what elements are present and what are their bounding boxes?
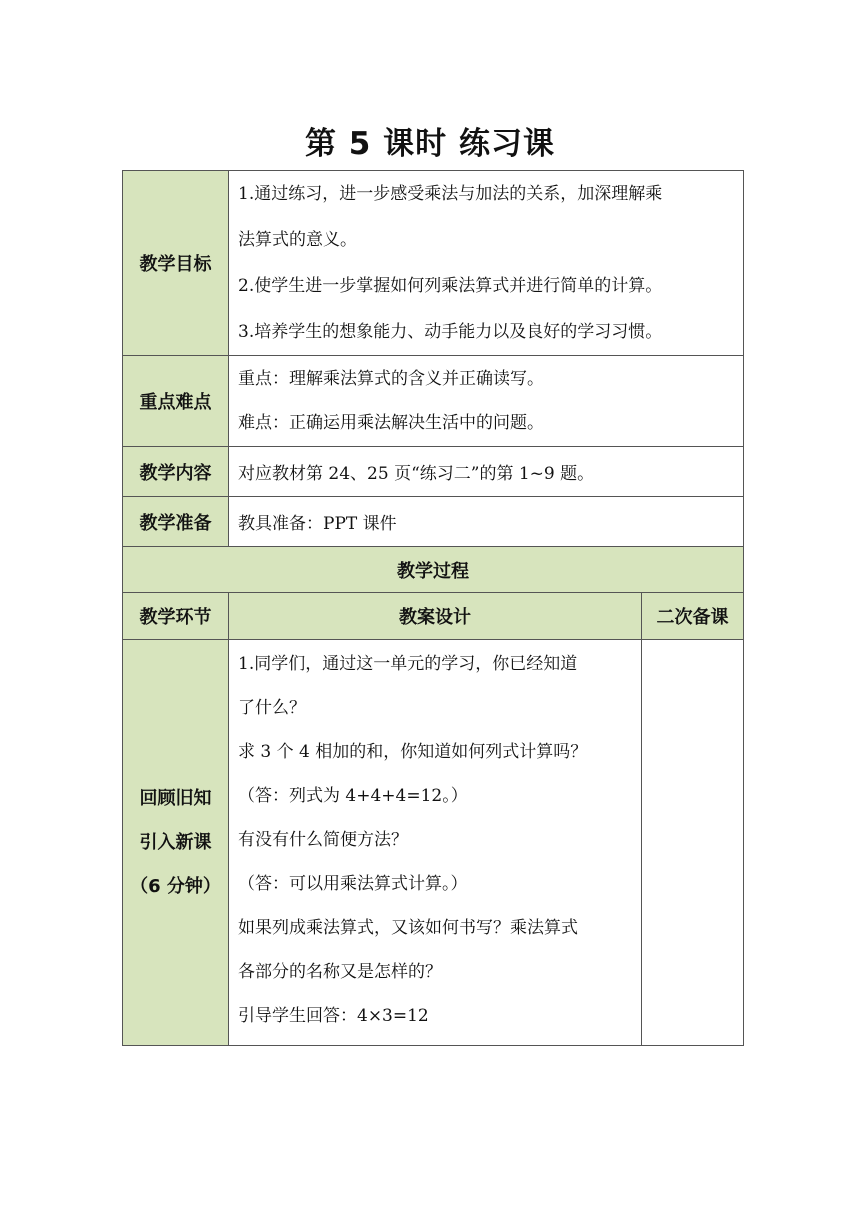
stage-label-line: 回顾旧知 bbox=[139, 787, 212, 809]
key-points-label: 重点难点 bbox=[123, 356, 229, 447]
process-header-row bbox=[123, 547, 744, 593]
goals-row bbox=[123, 171, 744, 356]
design-line: 求 3 个 4 相加的和，你知道如何列式计算吗？ bbox=[238, 742, 588, 762]
process-header: 教学过程 bbox=[123, 547, 744, 593]
goals-content bbox=[229, 171, 744, 356]
stage-design bbox=[229, 640, 642, 1046]
difficulty-line: 难点：正确运用乘法解决生活中的问题。 bbox=[238, 413, 544, 433]
page-title: 第 5 课时 练习课 bbox=[305, 126, 555, 162]
lesson-plan-table bbox=[122, 170, 744, 1046]
design-line: 了什么？ bbox=[238, 698, 306, 718]
content-row bbox=[123, 447, 744, 497]
key-point-line: 重点：理解乘法算式的含义并正确读写。 bbox=[238, 369, 544, 389]
design-line: 1.同学们，通过这一单元的学习，你已经知道 bbox=[238, 654, 578, 674]
design-line: 引导学生回答：4×3=12 bbox=[238, 1006, 429, 1026]
stage-duration: （6 分钟） bbox=[130, 875, 221, 897]
column-header-stage: 教学环节 bbox=[123, 593, 229, 640]
design-line: 有没有什么简便方法？ bbox=[238, 830, 408, 850]
design-line: 各部分的名称又是怎样的？ bbox=[238, 962, 442, 982]
key-points-content bbox=[229, 356, 744, 447]
design-line: （答：列式为 4+4+4=12。） bbox=[238, 786, 468, 806]
stage-notes[interactable] bbox=[642, 640, 744, 1046]
goals-line: 3.培养学生的想象能力、动手能力以及良好的学习习惯。 bbox=[238, 322, 663, 342]
column-header-design: 教案设计 bbox=[229, 593, 642, 640]
design-line: （答：可以用乘法算式计算。） bbox=[238, 874, 468, 894]
content-text: 对应教材第 24、25 页“练习二”的第 1~9 题。 bbox=[229, 447, 744, 497]
stage-label bbox=[123, 640, 229, 1046]
design-line: 如果列成乘法算式，又该如何书写？乘法算式 bbox=[238, 918, 578, 938]
goals-label: 教学目标 bbox=[123, 171, 229, 356]
stage-row bbox=[123, 640, 744, 1046]
goals-line: 法算式的意义。 bbox=[238, 230, 357, 250]
goals-line: 1.通过练习，进一步感受乘法与加法的关系，加深理解乘 bbox=[238, 184, 663, 204]
column-header-row bbox=[123, 593, 744, 640]
stage-label-line: 引入新课 bbox=[139, 831, 212, 853]
content-label: 教学内容 bbox=[123, 447, 229, 497]
prep-label: 教学准备 bbox=[123, 497, 229, 547]
key-points-row bbox=[123, 356, 744, 447]
prep-text: 教具准备：PPT 课件 bbox=[229, 497, 744, 547]
prep-row bbox=[123, 497, 744, 547]
column-header-notes: 二次备课 bbox=[642, 593, 744, 640]
goals-line: 2.使学生进一步掌握如何列乘法算式并进行简单的计算。 bbox=[238, 276, 663, 296]
